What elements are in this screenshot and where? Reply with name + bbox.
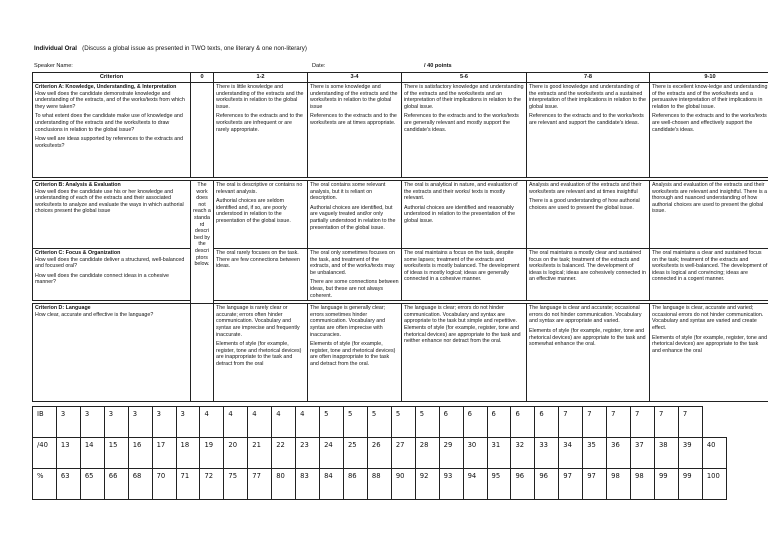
descriptor-text: The oral contains some relevant analysis, but it is reliant on description. [310, 182, 386, 202]
conversion-cell: 4 [248, 407, 272, 438]
criterion-row [33, 304, 768, 402]
conversion-cell: 4 [296, 407, 320, 438]
level-descriptor [308, 181, 402, 249]
conversion-cell: 99 [678, 469, 702, 500]
conversion-table [32, 406, 727, 500]
descriptor-text: Authorial choices are identified and reasonably understood in relation to the presentation of the global issue. [404, 204, 516, 224]
conversion-cell: IB [33, 407, 57, 438]
descriptor-text: The language is clear; errors do not hinder communication. Vocabulary and syntax are appropriate to the task but simple and repetitive. Elements of style (for example, register, tone and rhetorical devices) are appropriate to the task and neither enhance nor detract from the oral. [404, 305, 521, 345]
descriptor-text: References to the extracts and to the works/texts are generally relevant and mostly support the candidate's ideas. [404, 113, 519, 133]
descriptor-text: There is little knowledge and understanding of the extracts and the works/texts in relation to the global issue. [216, 84, 304, 110]
descriptor-text: Authorial choices are seldom identified and, if so, are poorly understood in relation to the presentation of the global issue. [216, 198, 291, 224]
descriptor-text: The oral maintains a clear and sustained focus on the task; treatment of the extracts and works/texts is well-balanced. The development of ideas is logical and convincing; ideas are connected in a cogent manner. [652, 250, 768, 283]
level-descriptor [527, 304, 650, 402]
conversion-cell: 96 [535, 469, 559, 500]
column-header: 0 [191, 73, 214, 83]
conversion-cell: 92 [415, 469, 439, 500]
conversion-cell: 98 [607, 469, 631, 500]
conversion-cell: 6 [535, 407, 559, 438]
conversion-cell: 93 [439, 469, 463, 500]
conversion-cell: 36 [607, 438, 631, 469]
level-descriptor [308, 83, 402, 178]
conversion-cell: 4 [224, 407, 248, 438]
conversion-cell: 28 [415, 438, 439, 469]
descriptor-text: There is good knowledge and understanding of the extracts and the works/texts and a sustained interpretation of their implications in relation to the global issue. [529, 84, 646, 110]
descriptor-text: The language is generally clear; errors sometimes hinder communication. Vocabulary and syntax are often imprecise with inaccuracies. [310, 305, 386, 338]
level-descriptor [308, 304, 402, 402]
conversion-cell: 37 [631, 438, 655, 469]
criterion-question: How well does the candidate deliver a structured, well-balanced and focused oral? [35, 256, 185, 270]
descriptor-text: There is satisfactory knowledge and understanding of the extracts and the works/texts and an interpretation of their implications in relation to the global issue. [404, 84, 524, 110]
criterion-question: To what extent does the candidate make use of knowledge and understanding of the extracts and the works/texts to draw conclusions in relation to the global issue? [35, 113, 183, 133]
column-header: 9-10 [650, 73, 768, 83]
conversion-cell: 71 [176, 469, 200, 500]
criterion-cell [33, 181, 191, 249]
subtitle-text: (Discuss a global issue as presented in TWO texts, one literary & one non-literary) [82, 45, 307, 52]
conversion-cell: 3 [104, 407, 128, 438]
conversion-cell: 7 [654, 407, 678, 438]
descriptor-text: The language is clear, accurate and varied; occasional errors do not hinder communication. Vocabulary and syntax are varied and create effect. [652, 305, 764, 331]
column-header: 5-6 [402, 73, 527, 83]
conversion-cell: 4 [200, 407, 224, 438]
descriptor-text: Analysis and evaluation of the extracts and their works/texts are relevant and insightful. There is a thorough and nuanced understanding of how authorial choices are used to present the global issue. [652, 182, 768, 215]
conversion-cell: 5 [367, 407, 391, 438]
descriptor-text: The oral only sometimes focuses on the task, and treatment of the extracts, and of the works/texts may be unbalanced. [310, 250, 395, 276]
conversion-cell: 5 [343, 407, 367, 438]
conversion-cell: 97 [583, 469, 607, 500]
conversion-cell: 7 [559, 407, 583, 438]
descriptor-text: References to the extracts and to the works/texts are infrequent or are rarely appropriate. [216, 113, 303, 133]
level-descriptor [650, 181, 768, 249]
conversion-cell: 95 [487, 469, 511, 500]
conversion-cell: 3 [152, 407, 176, 438]
points-label: / 40 points [424, 63, 452, 69]
conversion-cell: 80 [272, 469, 296, 500]
conversion-cell: 65 [80, 469, 104, 500]
column-header: 3-4 [308, 73, 402, 83]
level-descriptor [214, 249, 308, 301]
level-descriptor [527, 249, 650, 301]
descriptor-text: Elements of style (for example, register, tone and rhetorical devices) are appropriate to the task and enhance the oral [652, 334, 768, 354]
descriptor-text: Authorial choices are identified, but are vaguely treated and/or only partially understood in relation to the presentation of the global issue. [310, 204, 396, 231]
descriptor-text: There is some knowledge and understanding of the extracts and the works/texts in relation to the global issue [310, 84, 398, 110]
conversion-cell: 38 [654, 438, 678, 469]
criterion-cell [33, 83, 191, 178]
conversion-cell: 5 [391, 407, 415, 438]
conversion-cell: 39 [678, 438, 702, 469]
conversion-cell: 23 [296, 438, 320, 469]
criterion-question: How well does the candidate demonstrate knowledge and understanding of the extracts, and of the works/texts from which they were taken? [35, 90, 185, 110]
conversion-cell: 4 [272, 407, 296, 438]
descriptor-text: Elements of style (for example, register, tone and rhetorical devices) are inappropriate to the task and detract from the oral [216, 341, 302, 367]
level-0-descriptor: The work does not reach a standa rd descri bed by the descri ptors below. [191, 181, 214, 304]
criterion-title: Criterion D: Language [35, 305, 91, 312]
conversion-cell: 97 [559, 469, 583, 500]
conversion-cell: 84 [320, 469, 344, 500]
descriptor-text: Analysis and evaluation of the extracts and their works/texts are relevant and at times insightful [529, 182, 642, 195]
conversion-cell: 3 [176, 407, 200, 438]
descriptor-text: The language is clear and accurate; occasional errors do not hinder communication. Vocabulary and syntax are appropriate and varied. [529, 305, 642, 325]
conversion-cell: 24 [320, 438, 344, 469]
level-descriptor [650, 304, 768, 402]
conversion-cell: 7 [583, 407, 607, 438]
criterion-question: How well does the candidate connect ideas in a cohesive manner? [35, 272, 169, 286]
column-header: Criterion [33, 73, 191, 83]
conversion-cell: 7 [678, 407, 702, 438]
descriptor-text: The oral is analytical in nature, and evaluation of the extracts and their works/ texts is mostly relevant. [404, 182, 518, 202]
conversion-cell: 6 [487, 407, 511, 438]
level-descriptor [308, 249, 402, 301]
descriptor-text: The oral rarely focuses on the task. There are few connections between ideas. [216, 250, 300, 270]
descriptor-text: There is a good understanding of how authorial choices are used to present the global issue. [529, 198, 640, 211]
level-descriptor [527, 181, 650, 249]
criterion-question: How well are ideas supported by references to the extracts and works/texts? [35, 136, 184, 149]
conversion-cell: 26 [367, 438, 391, 469]
conversion-cell: 19 [200, 438, 224, 469]
descriptor-text: Elements of style (for example, register, tone and rhetorical devices) are appropriate to the task and somewhat enhance the oral. [529, 327, 646, 348]
level-descriptor [650, 249, 768, 301]
rubric-table [32, 72, 768, 402]
descriptor-text: Elements of style (for example, register, tone and rhetorical devices) are often inappropriate to the task and detract from the oral. [310, 341, 396, 367]
conversion-cell: 100 [702, 469, 726, 500]
column-header: 7-8 [527, 73, 650, 83]
descriptor-text: The oral is descriptive or contains no relevant analysis. [216, 182, 303, 195]
conversion-cell: 3 [128, 407, 152, 438]
criterion-cell [33, 249, 191, 301]
conversion-cell: 40 [702, 438, 726, 469]
conversion-cell: 86 [343, 469, 367, 500]
level-0-cell [191, 83, 214, 178]
descriptor-text: There are some connections between ideas, but these are not always coherent. [310, 279, 399, 299]
conversion-cell: 20 [224, 438, 248, 469]
conversion-cell: 3 [80, 407, 104, 438]
conversion-cell: 31 [487, 438, 511, 469]
conversion-cell: 21 [248, 438, 272, 469]
descriptor-text: The oral maintains a focus on the task, despite some lapses; treatment of the extracts and works/texts is mostly balanced. The development of ideas is mostly logical; ideas are generally connected in a cohesive manner. [404, 250, 520, 283]
conversion-cell: 6 [463, 407, 487, 438]
page-title [34, 45, 307, 52]
conversion-cell: 7 [607, 407, 631, 438]
rubric-header-row [33, 73, 768, 83]
conversion-cell: 30 [463, 438, 487, 469]
criterion-cell [33, 304, 191, 402]
conversion-cell: 5 [415, 407, 439, 438]
descriptor-text: The oral maintains a mostly clear and sustained focus on the task; treatment of the extracts and works/texts is balanced. The development of ideas is logical; ideas are cohesively connected in an effective manner. [529, 250, 646, 283]
conversion-cell: 33 [535, 438, 559, 469]
conversion-cell: 94 [463, 469, 487, 500]
conversion-cell: 25 [343, 438, 367, 469]
conversion-cell: 32 [511, 438, 535, 469]
conversion-cell: 16 [128, 438, 152, 469]
conversion-cell: 22 [272, 438, 296, 469]
conversion-cell: 70 [152, 469, 176, 500]
conversion-cell: 3 [56, 407, 80, 438]
criterion-title: Criterion C: Focus & Organization [35, 250, 121, 256]
conversion-cell: 13 [56, 438, 80, 469]
level-descriptor [214, 304, 308, 402]
conversion-cell: 83 [296, 469, 320, 500]
level-descriptor [214, 83, 308, 178]
conversion-cell: 29 [439, 438, 463, 469]
level-0-cell [191, 304, 214, 402]
descriptor-text: References to the extracts and to the works/texts are well-chosen and effectively support the candidate's ideas. [652, 113, 767, 133]
conversion-cell: 63 [56, 469, 80, 500]
conversion-cell: 88 [367, 469, 391, 500]
conversion-cell: 99 [654, 469, 678, 500]
conversion-cell: 90 [391, 469, 415, 500]
speaker-name-label: Speaker Name: [34, 63, 73, 69]
level-descriptor [214, 181, 308, 249]
conversion-cell: 72 [200, 469, 224, 500]
level-descriptor [402, 249, 527, 301]
conversion-cell: % [33, 469, 57, 500]
descriptor-text: References to the extracts and to the works/texts are relevant and support the candidate's ideas. [529, 113, 644, 126]
descriptor-text: References to the extracts and to the works/texts are at times appropriate. [310, 113, 397, 126]
conversion-cell: 34 [559, 438, 583, 469]
conversion-row [33, 469, 727, 500]
criterion-title: Criterion A: Knowledge, Understanding, & Interpretation [35, 84, 177, 90]
conversion-cell: 14 [80, 438, 104, 469]
conversion-cell: 18 [176, 438, 200, 469]
criterion-row [33, 249, 768, 301]
criterion-row [33, 181, 768, 249]
column-header: 1-2 [214, 73, 308, 83]
descriptor-text: There is excellent know-ledge and understanding of the extracts and of the works/texts and a persuasive interpretation of their implications in relation to the global issue. [652, 84, 768, 110]
conversion-cell: 68 [128, 469, 152, 500]
date-label: Date: [312, 63, 326, 69]
conversion-cell: 6 [439, 407, 463, 438]
level-descriptor [402, 181, 527, 249]
criterion-question: How clear, accurate and effective is the language? [35, 311, 154, 318]
conversion-cell: 96 [511, 469, 535, 500]
descriptor-text: The language is rarely clear or accurate; errors often hinder communication. Vocabulary and syntax are imprecise and frequently inaccurate. [216, 305, 300, 338]
conversion-cell: 35 [583, 438, 607, 469]
title-text: Individual Oral [34, 45, 77, 52]
conversion-cell: 98 [631, 469, 655, 500]
conversion-cell: 15 [104, 438, 128, 469]
level-descriptor [402, 304, 527, 402]
criterion-row [33, 83, 768, 178]
conversion-cell: 6 [511, 407, 535, 438]
conversion-cell: 27 [391, 438, 415, 469]
conversion-cell: 66 [104, 469, 128, 500]
conversion-cell: /40 [33, 438, 57, 469]
level-descriptor [650, 83, 768, 178]
conversion-cell: 77 [248, 469, 272, 500]
criterion-title: Criterion B: Analysis & Evaluation [35, 182, 121, 188]
conversion-row [33, 407, 727, 438]
conversion-cell: 75 [224, 469, 248, 500]
level-descriptor [527, 83, 650, 178]
conversion-row [33, 438, 727, 469]
conversion-cell: 5 [320, 407, 344, 438]
conversion-cell: 7 [631, 407, 655, 438]
level-descriptor [402, 83, 527, 178]
conversion-cell: 17 [152, 438, 176, 469]
criterion-question: How well does the candidate use his or her knowledge and understanding of each of the extracts and their associated works/texts to analyze and evaluate the ways in which authorial choices present the global issue [35, 188, 184, 215]
